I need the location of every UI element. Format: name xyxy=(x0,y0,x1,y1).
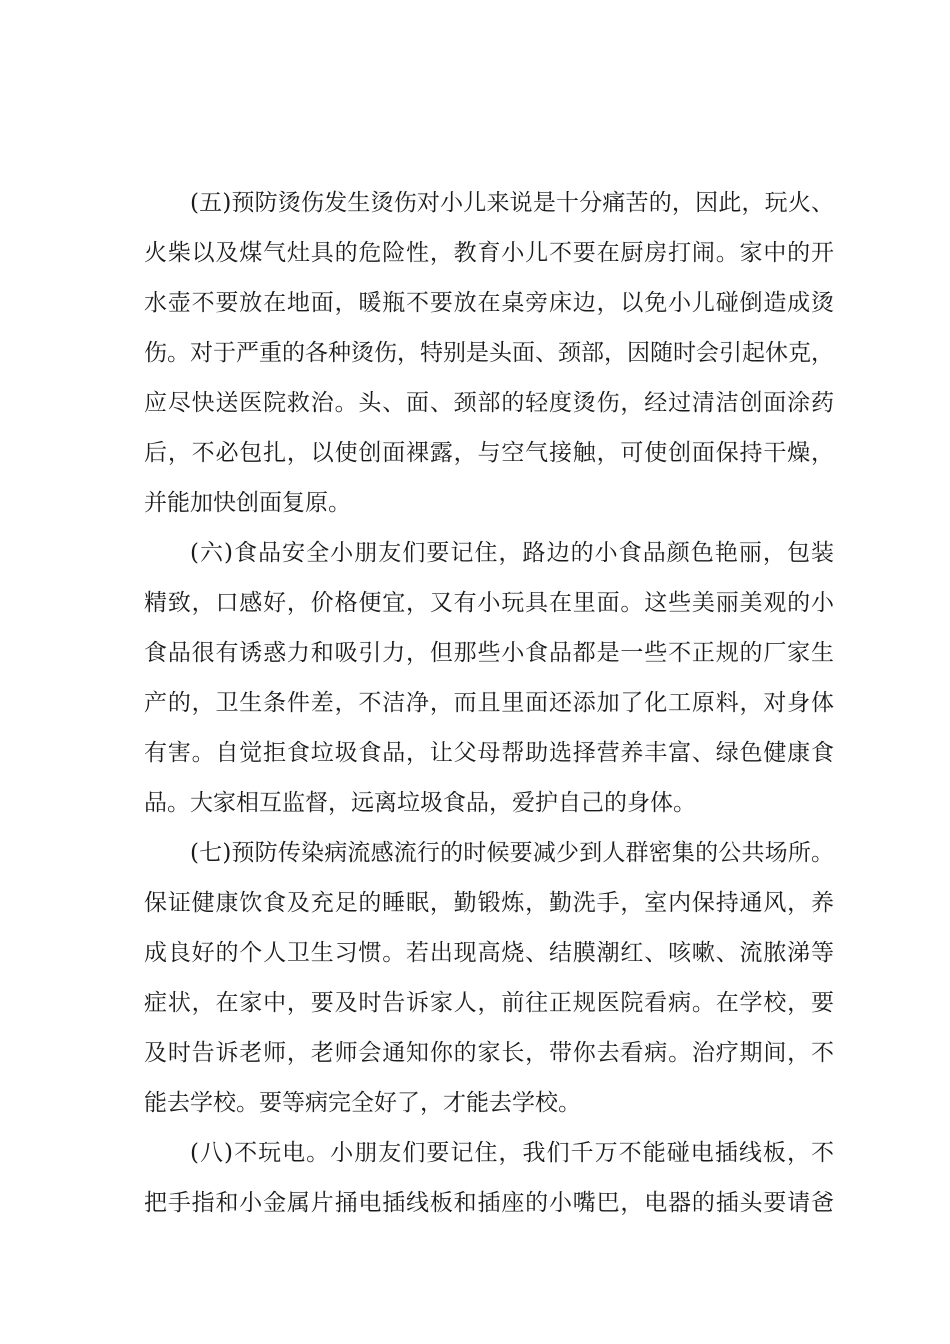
paragraph-6-line-1: (六)食品安全小朋友们要记住，路边的小食品颜色艳丽，包装 xyxy=(190,540,834,566)
paragraph-7-line-2: 保证健康饮食及充足的睡眠，勤锻炼，勤洗手，室内保持通风，养 xyxy=(144,890,834,916)
paragraph-5-line-5: 应尽快送医院救治。头、面、颈部的轻度烫伤，经过清洁创面涂药 xyxy=(144,390,834,416)
paragraph-6-line-6: 品。大家相互监督，远离垃圾食品，爱护自己的身体。 xyxy=(144,790,696,816)
paragraph-5-line-2: 火柴以及煤气灶具的危险性，教育小儿不要在厨房打闹。家中的开 xyxy=(144,240,834,266)
paragraph-7-line-6: 能去学校。要等病完全好了，才能去学校。 xyxy=(144,1090,581,1116)
document-body xyxy=(144,178,834,1228)
paragraph-7-line-3: 成良好的个人卫生习惯。若出现高烧、结膜潮红、咳嗽、流脓涕等 xyxy=(144,940,834,966)
paragraph-6-line-2: 精致，口感好，价格便宜，又有小玩具在里面。这些美丽美观的小 xyxy=(144,590,834,616)
paragraph-6-line-3: 食品很有诱惑力和吸引力，但那些小食品都是一些不正规的厂家生 xyxy=(144,640,834,666)
paragraph-7-line-1: (七)预防传染病流感流行的时候要减少到人群密集的公共场所。 xyxy=(190,840,834,866)
paragraph-5-line-3: 水壶不要放在地面，暖瓶不要放在桌旁床边，以免小儿碰倒造成烫 xyxy=(144,290,834,316)
paragraph-5-line-6: 后，不必包扎，以使创面裸露，与空气接触，可使创面保持干燥， xyxy=(144,440,834,466)
paragraph-5-line-7: 并能加快创面复原。 xyxy=(144,490,351,516)
paragraph-7-line-5: 及时告诉老师，老师会通知你的家长，带你去看病。治疗期间，不 xyxy=(144,1040,834,1066)
paragraph-5-line-1: (五)预防烫伤发生烫伤对小儿来说是十分痛苦的，因此，玩火、 xyxy=(190,190,834,216)
paragraph-6-line-4: 产的，卫生条件差，不洁净，而且里面还添加了化工原料，对身体 xyxy=(144,690,834,716)
paragraph-7-line-4: 症状，在家中，要及时告诉家人，前往正规医院看病。在学校，要 xyxy=(144,990,834,1016)
paragraph-8-line-1: (八)不玩电。小朋友们要记住，我们千万不能碰电插线板，不 xyxy=(190,1140,834,1166)
paragraph-6-line-5: 有害。自觉拒食垃圾食品，让父母帮助选择营养丰富、绿色健康食 xyxy=(144,740,834,766)
paragraph-8-line-2: 把手指和小金属片捅电插线板和插座的小嘴巴，电器的插头要请爸 xyxy=(144,1190,834,1216)
paragraph-5-line-4: 伤。对于严重的各种烫伤，特别是头面、颈部，因随时会引起休克， xyxy=(144,340,834,366)
